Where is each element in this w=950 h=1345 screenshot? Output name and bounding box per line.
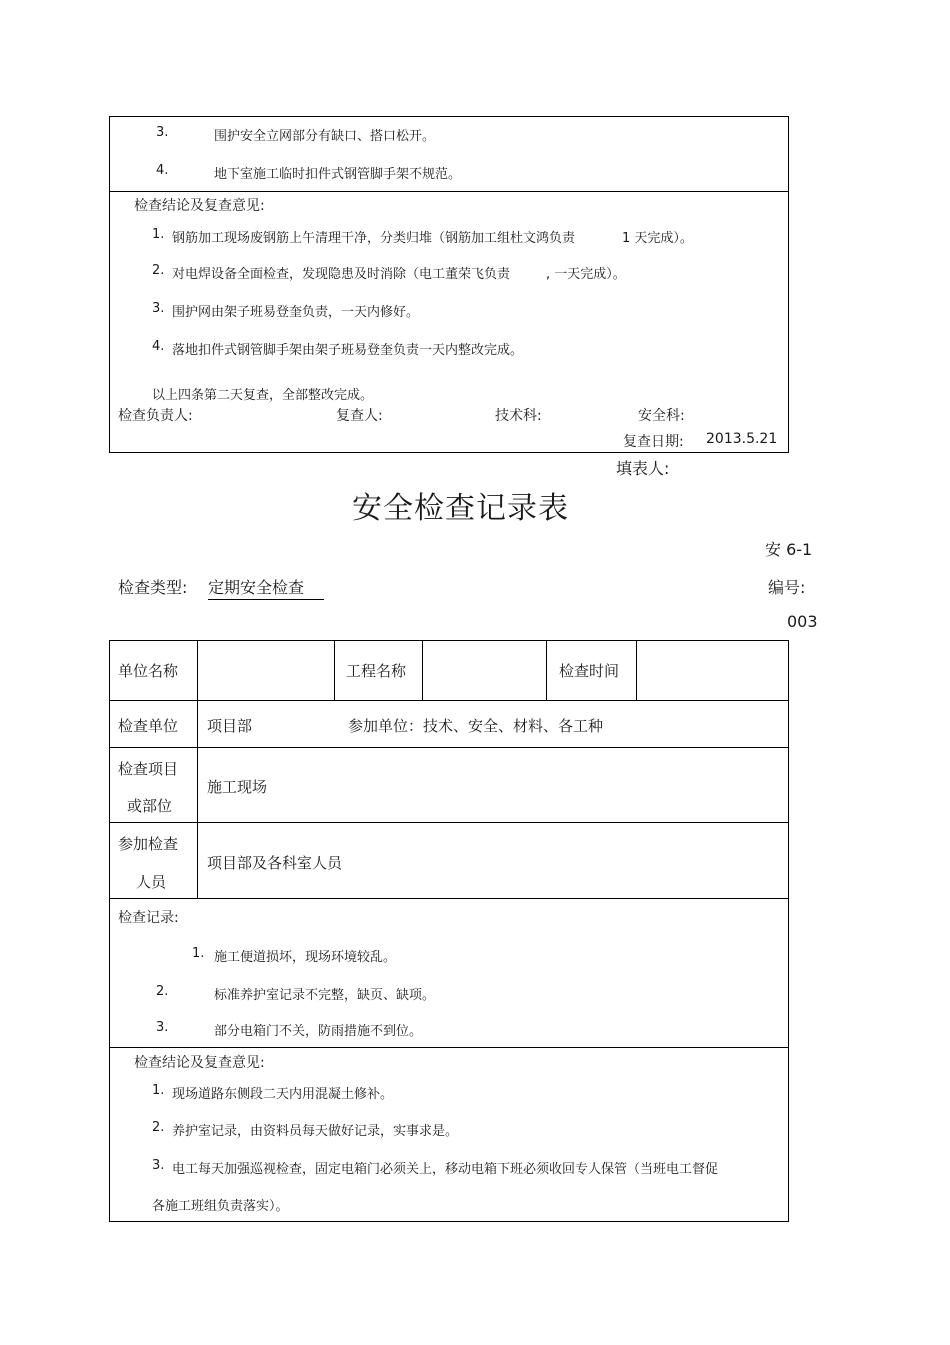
- row-divider: [109, 700, 789, 701]
- top-conclusion-text: 围护网由架子班易登奎负责，一天内修好。: [172, 305, 420, 320]
- personnel: 项目部及各科室人员: [207, 854, 343, 872]
- check-unit: 项目部: [207, 717, 253, 735]
- personnel-label: 参加检查: [118, 835, 179, 853]
- record-num: 1.: [192, 946, 205, 961]
- record-text: 施工便道损坏，现场环境较乱。: [214, 950, 397, 965]
- record-num: 3.: [156, 1020, 169, 1035]
- conclusion-text: 电工每天加强巡视检查，固定电箱门必须关上，移动电箱下班必须收回专人保管（当班电工督促: [172, 1162, 719, 1177]
- conclusion-text: 养护室记录，由资料员每天做好记录，实事求是。: [172, 1124, 459, 1139]
- sign-tech: 技术科:: [495, 408, 542, 424]
- conclusion-label: 检查结论及复查意见:: [134, 1055, 265, 1071]
- top-conclusion-label: 检查结论及复查意见:: [134, 198, 265, 214]
- top-conclusion-num: 1.: [152, 227, 165, 242]
- project-name-label: 工程名称: [346, 662, 407, 680]
- col-divider: [197, 640, 198, 898]
- conclusion-text: 现场道路东侧段二天内用混凝土修补。: [172, 1087, 394, 1102]
- personnel-label: 人员: [136, 873, 167, 891]
- top-conclusion-num: 3.: [152, 301, 165, 316]
- record-label: 检查记录:: [118, 910, 179, 926]
- conclusion-num: 1.: [152, 1083, 165, 1098]
- col-divider: [546, 640, 547, 700]
- sign-safety: 安全科:: [638, 408, 685, 424]
- top-conclusion-num: 4.: [152, 339, 165, 354]
- number-label: 编号:: [768, 578, 806, 597]
- top-record-text: 地下室施工临时扣件式钢管脚手架不规范。: [214, 167, 462, 182]
- unit-name-label: 单位名称: [118, 662, 179, 680]
- check-item-label: 检查项目: [118, 760, 179, 778]
- top-record-num: 4.: [156, 163, 169, 178]
- check-item-label: 或部位: [127, 797, 173, 815]
- record-text: 标准养护室记录不完整，缺页、缺项。: [214, 988, 436, 1003]
- sign-reviewer: 复查人:: [336, 408, 383, 424]
- col-divider: [422, 640, 423, 700]
- top-conclusion-text: 对电焊设备全面检查，发现隐患及时消除（电工董荣飞负责: [172, 267, 511, 282]
- participant-units: 参加单位：技术、安全、材料、各工种: [348, 717, 604, 735]
- top-table-divider: [109, 191, 789, 192]
- col-divider: [334, 640, 335, 700]
- inspection-type: [208, 575, 324, 600]
- sign-inspector: 检查负责人:: [118, 408, 193, 424]
- top-record-num: 3.: [156, 125, 169, 140]
- check-item: 施工现场: [207, 778, 268, 796]
- row-divider: [109, 898, 789, 899]
- inspection-type-value: 定期安全检查: [208, 578, 305, 597]
- top-conclusion-tail: 1 天完成）。: [622, 231, 693, 246]
- row-divider: [109, 1047, 789, 1048]
- number-value: 003: [787, 612, 818, 631]
- check-time-label: 检查时间: [559, 662, 620, 680]
- filler-label: 填表人:: [616, 459, 670, 478]
- top-conclusion-num: 2.: [152, 263, 165, 278]
- review-date: 2013.5.21: [706, 431, 778, 447]
- top-conclusion-text: 落地扣件式钢管脚手架由架子班易登奎负责一天内整改完成。: [172, 343, 524, 358]
- page-title: 安全检查记录表: [352, 491, 569, 526]
- col-divider: [636, 640, 637, 700]
- review-date-label: 复查日期:: [623, 434, 684, 450]
- conclusion-continuation: 各施工班组负责落实）。: [152, 1199, 289, 1214]
- conclusion-num: 3.: [152, 1158, 165, 1173]
- record-text: 部分电箱门不关，防雨措施不到位。: [214, 1024, 423, 1039]
- top-record-text: 围护安全立网部分有缺口、搭口松开。: [214, 129, 436, 144]
- top-summary: 以上四条第二天复查，全部整改完成。: [152, 388, 374, 403]
- row-divider: [109, 747, 789, 748]
- record-num: 2.: [156, 984, 169, 999]
- inspection-type-label: 检查类型:: [118, 578, 188, 597]
- top-conclusion-tail: , 一天完成）。: [546, 267, 626, 282]
- form-code: 安 6-1: [765, 540, 813, 559]
- check-unit-label: 检查单位: [118, 717, 179, 735]
- row-divider: [109, 822, 789, 823]
- top-conclusion-text: 钢筋加工现场废钢筋上午清理干净，分类归堆（钢筋加工组杜文鸿负责: [172, 231, 576, 246]
- conclusion-num: 2.: [152, 1120, 165, 1135]
